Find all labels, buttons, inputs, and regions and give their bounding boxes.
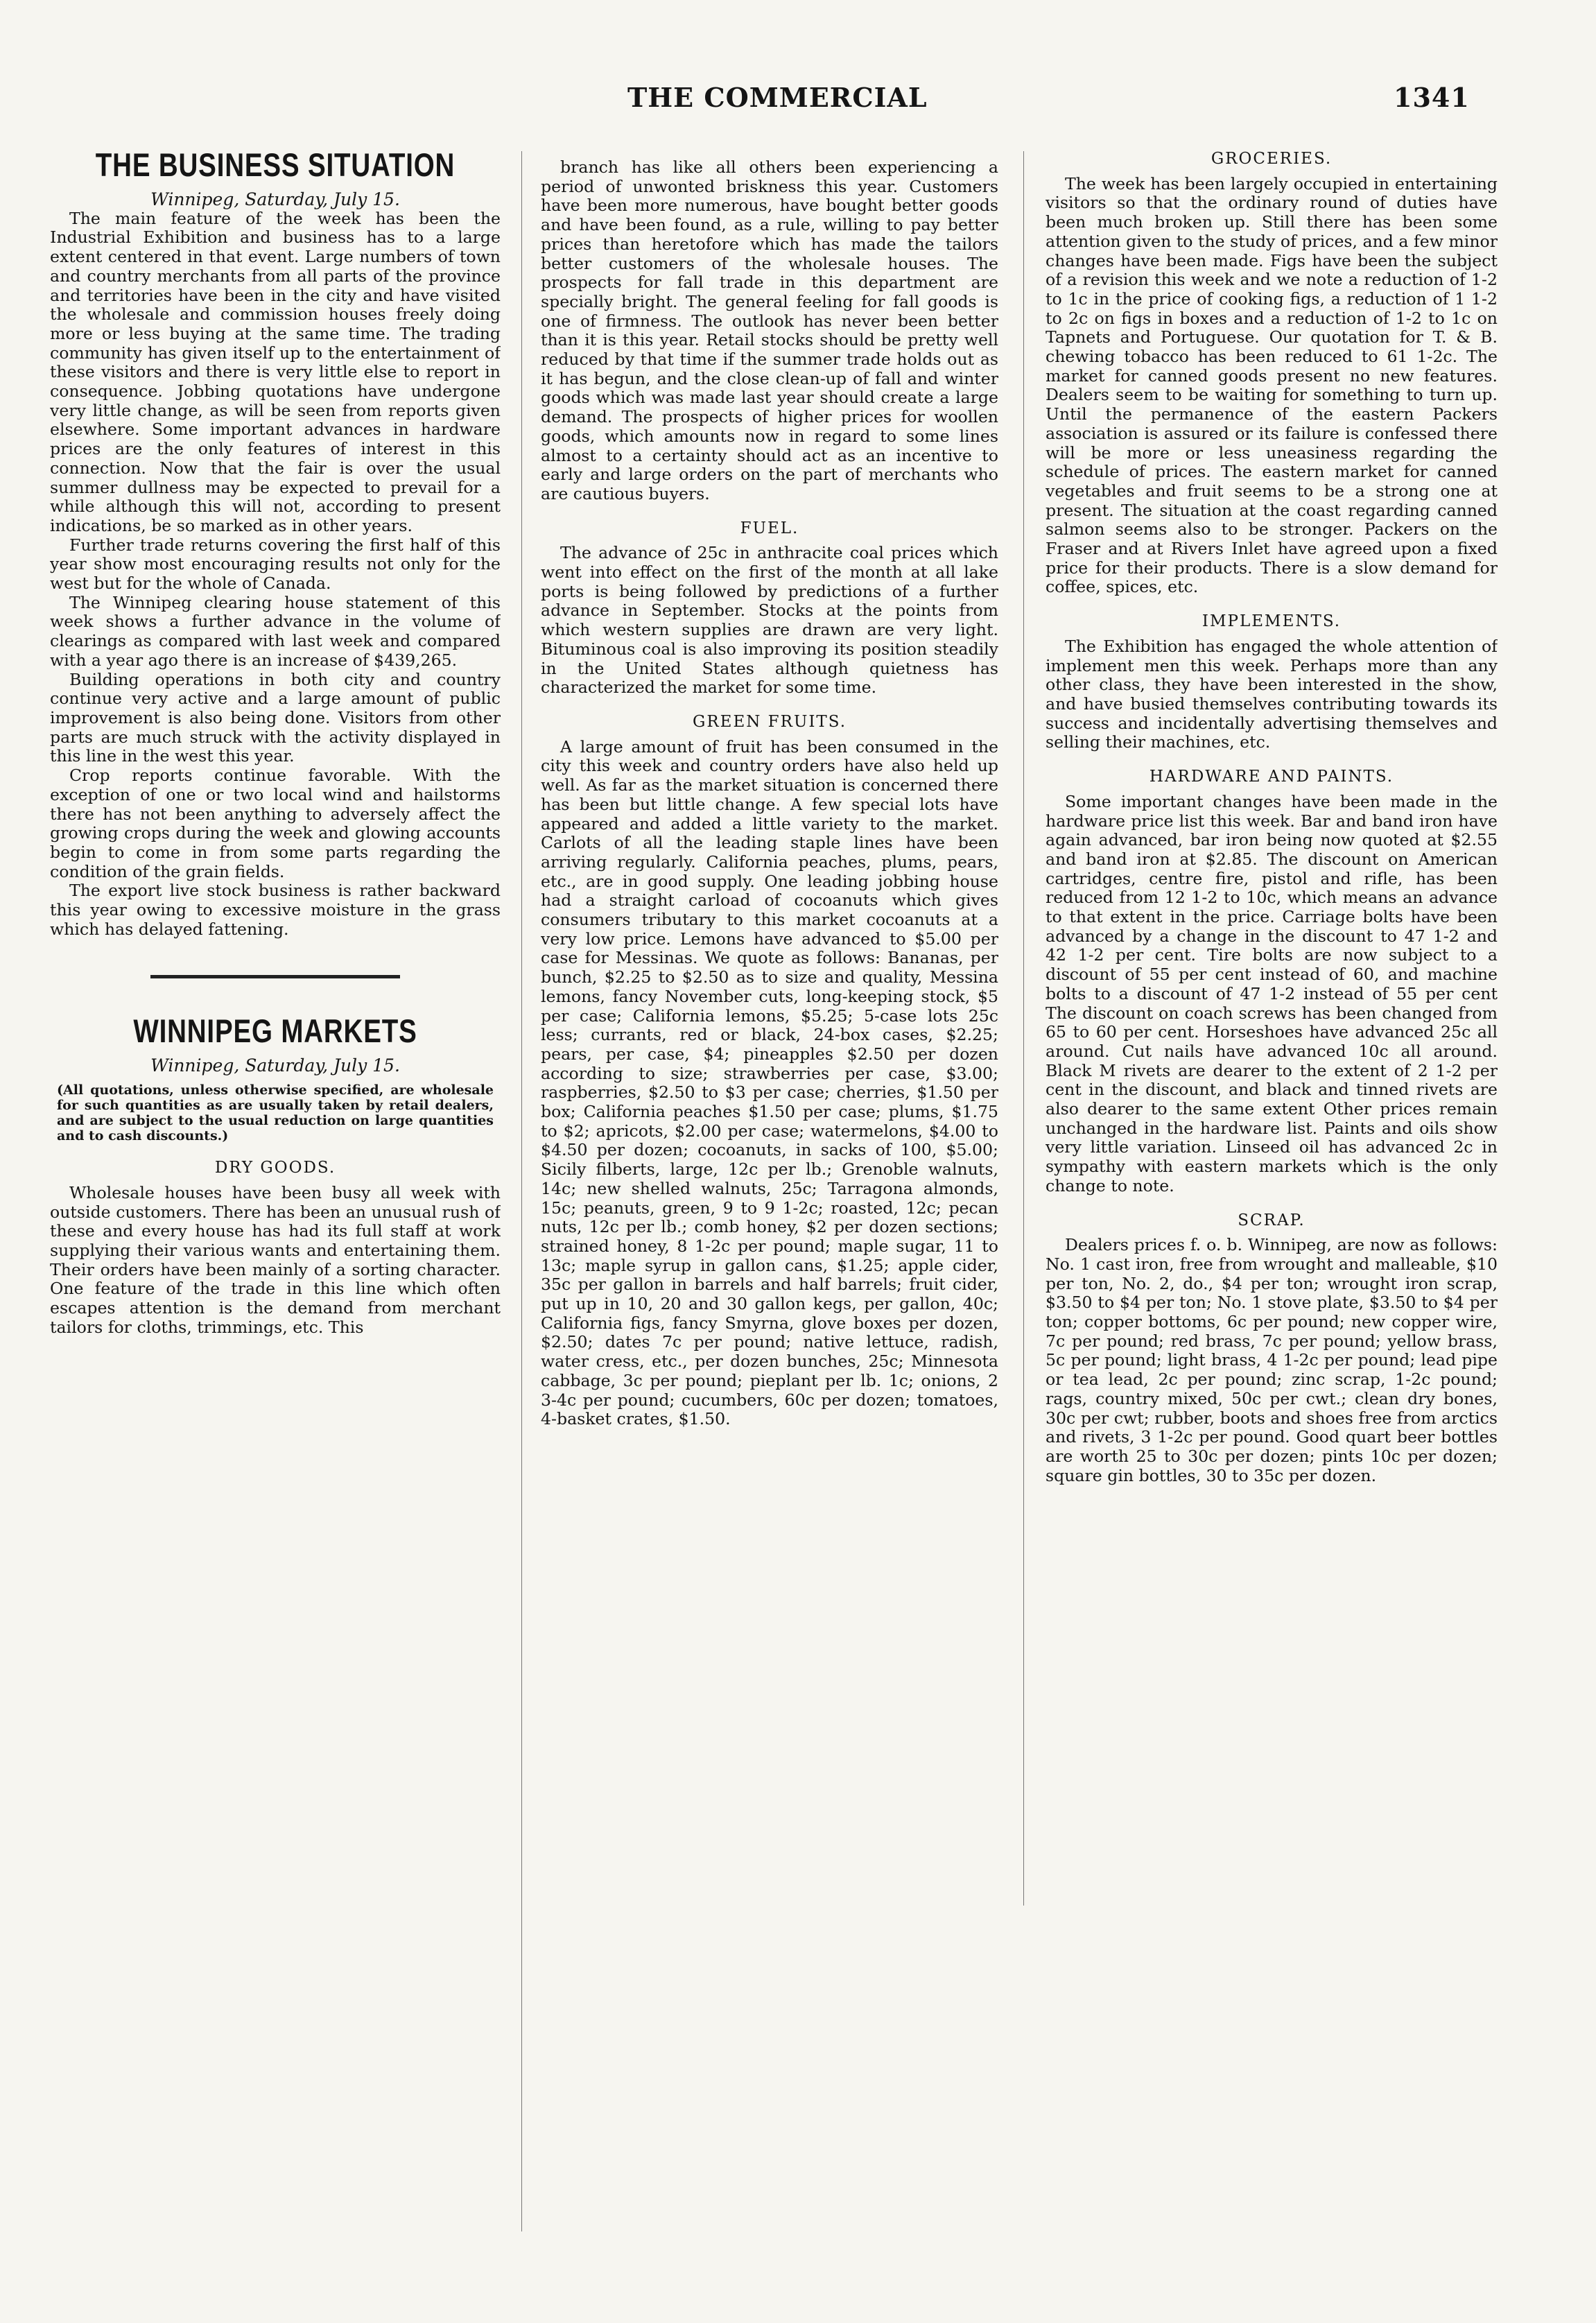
dry-goods-text: Wholesale houses have been busy all week with outside customers. There has been an unusual rush of these and every house has had its full staff at work supplying their various wants and entertaining them. Their orders have been mainly of a sorting character. One feature of the trade in this line which often escapes attention is the demand from merchant tailors for cloths, trimmings, etc. This [50, 1182, 501, 1337]
column-3 [1046, 150, 1498, 2272]
groceries-heading: GROCERIES. [1211, 150, 1333, 168]
column-divider [1023, 151, 1024, 1906]
hardware-heading: HARDWARE AND PAINTS. [1149, 768, 1394, 786]
column-2 [541, 158, 998, 2280]
business-paragraph: The main feature of the week has been the Industrial Exhibition and business has to a large extent centered in that event. Large numbers of town and country merchants from all parts of the province and territories have been in the city and have visited the wholesale and commission houses freely doing more or less buying at the same time. The trading community has given itself up to the entertainment of these visitors and there is very little else to report in consequence. Jobbing quotations have undergone very little change, as will be seen from reports given elsewhere. Some important advances in hardware prices are the only features of interest in this connection. Now that the fair is over the usual summer dullness may be expected to prevail for a while although this will not, according to present indications, be so marked as in other years. [50, 208, 501, 535]
quotations-note: (All quotations, unless otherwise specified, are wholesale for such quantities as are usually taken by retail dealers, and are subject to the usual reduction on large quantities and to cash discounts.) [57, 1082, 494, 1144]
section-rule [150, 975, 400, 978]
business-situation-heading: THE BUSINESS SITUATION [95, 146, 456, 183]
fuel-heading: FUEL. [740, 519, 799, 537]
business-paragraph: Further trade returns covering the first half of this year show most encouraging results not only for the west but for the whole of Canada. [50, 535, 501, 594]
winnipeg-markets-dateline: Winnipeg, Saturday, July 15. [150, 1055, 400, 1076]
business-situation-dateline: Winnipeg, Saturday, July 15. [150, 189, 400, 209]
winnipeg-markets-heading: WINNIPEG MARKETS [133, 1012, 417, 1050]
business-paragraph: The export live stock business is rather backward this year owing to excessive moisture in the grass which has delayed fattening. [50, 881, 501, 939]
scrap-text: Dealers prices f. o. b. Winnipeg, are now as follows: No. 1 cast iron, free from wrought and malleable, $10 per ton, No. 2, do., $4 per ton; wrought iron scrap, $3.50 to $4 per ton; No. 1 stove plate, $3.50 to $4 per ton; copper bottoms, 6c per pound; new copper wire, 7c per pound; red brass, 7c per pound; yellow brass, 5c per pound; light brass, 4 1-2c per pound; lead pipe or tea lead, 2c per pound; zinc scrap, 1-2c pound; rags, country mixed, 50c per cwt.; clean dry bones, 30c per cwt; rubber, boots and shoes free from arctics and rivets, 3 1-2c per pound. Good quart beer bottles are worth 25 to 30c per dozen; pints 10c per dozen; square gin bottles, 30 to 35c per dozen. [1046, 1235, 1498, 1485]
column-divider [521, 151, 522, 2231]
implements-text: The Exhibition has engaged the whole attention of implement men this week. Perhaps more than any other class, they have been interested in the show, and have busied themselves contributing towards its success and incidentally advertising themselves and selling their machines, etc. [1046, 636, 1498, 752]
fuel-text: The advance of 25c in anthracite coal prices which went into effect on the first of the month at all lake ports is being followed by predictions of a further advance in September. Stocks at the points from which western supplies are drawn are very light. Bituminous coal is also improving its position steadily in the United States although quietness has characterized the market for some time. [541, 543, 998, 698]
business-paragraph: Crop reports continue favorable. With the exception of one or two local wind and hailstorms there has not been anything to adversely affect the growing crops during the week and glowing accounts begin to come in from some parts regarding the condition of the grain fields. [50, 766, 501, 881]
dry-goods-heading: DRY GOODS. [214, 1159, 336, 1177]
green-fruits-text: A large amount of fruit has been consumed in the city this week and country orders have also held up well. As far as the market situation is concerned there has been but little change. A few special lots have appeared and added a little variety to the market. Carlots of all the leading staple lines have been arriving regularly. California peaches, plums, pears, etc., are in good supply. One leading jobbing house had a straight carload of cocoanuts which gives consumers tributary to this market cocoanuts at a very low price. Lemons have advanced to $5.00 per case for Messinas. We quote as follows: Bananas, per bunch, $2.25 to $2.50 as to size and quality, Messina lemons, fancy November cuts, long-keeping stock, $5 per case; California lemons, $5.25; 5-case lots 25c less; currants, red or black, 24-box cases, $2.25; pears, per case, $4; pineapples $2.50 per dozen according to size; strawberries per case, $3.00; raspberries, $2.50 to $3 per case; cherries, $1.50 per box; California peaches $1.50 per case; plums, $1.75 to $2; apricots, $2.00 per case; watermelons, $4.00 to $4.50 per dozen; cocoanuts, in sacks of 100, $5.00; Sicily filberts, large, 12c per lb.; Grenoble walnuts, 14c; new shelled walnuts, 25c; Tarragona almonds, 15c; peanuts, green, 9 to 9 1-2c; roasted, 12c; pecan nuts, 12c per lb.; comb honey, $2 per dozen sections; strained honey, 8 1-2c per pound; maple sugar, 11 to 13c; maple syrup in gallon cans, $1.25; apple cider, 35c per gallon in barrels and half barrels; fruit cider, put up in 10, 20 and 30 gallon kegs, per gallon, 40c; California figs, fancy Smyrna, glove boxes per dozen, $2.50; dates 7c per pound; native lettuce, radish, water cress, etc., per dozen bunches, 25c; Minnesota cabbage, 3c per pound; pieplant per lb. 1c; onions, 2 3-4c per pound; cucumbers, 60c per dozen; tomatoes, 4-basket crates, $1.50. [541, 736, 998, 1429]
green-fruits-heading: GREEN FRUITS. [692, 712, 847, 731]
business-paragraph: Building operations in both city and country continue very active and a large amount of public improvement is also being done. Visitors from other parts are much struck with the activity displayed in this line in the west this year. [50, 669, 501, 766]
column-1 [50, 139, 501, 2261]
hardware-text: Some important changes have been made in the hardware price list this week. Bar and band iron have again advanced, bar iron being now quoted at $2.55 and band iron at $2.85. The discount on American cartridges, centre fire, pistol and rifle, has been reduced from 12 1-2 to 10c, which means an advance to that extent in the price. Carriage bolts have been advanced by a change in the discount to 47 1-2 and 42 1-2 per cent. Tire bolts are now subject to a discount of 55 per cent instead of 60, and machine bolts to a discount of 47 1-2 instead of 55 per cent The discount on coach screws has been changed from 65 to 60 per cent. Horseshoes have advanced 25c all around. Cut nails have advanced 10c all around. Black M rivets are dearer to the extent of 2 1-2 per cent in the discount, and black and tinned rivets are also dearer to the same extent Other prices remain unchanged in the hardware list. Paints and oils show very little variation. Linseed oil has advanced 2c in sympathy with eastern markets which is the only change to note. [1046, 791, 1498, 1195]
implements-heading: IMPLEMENTS. [1202, 612, 1342, 631]
scrap-heading: SCRAP. [1238, 1211, 1306, 1229]
journal-title: THE COMMERCIAL [627, 82, 928, 113]
groceries-text: The week has been largely occupied in entertaining visitors so that the ordinary round of duties have been much broken up. Still there has been some attention given to the study of prices, and a few minor changes have been made. Figs have been the subject of a revision this week and we note a reduction of 1-2 to 1c in the price of cooking figs, a reduction of 1 1-2 to 2c on figs in boxes and a reduction of 1-2 to 1c on Tapnets and Portuguese. Our quotation for T. & B. chewing tobacco has been reduced to 61 1-2c. The market for canned goods present no new features. Dealers seem to be waiting for something to turn up. Until the permanence of the eastern Packers association is assured or its failure is confessed there will be more or less uneasiness regarding the schedule of prices. The eastern market for canned vegetables and fruit seems to be a strong one at present. The situation at the coast regarding canned salmon seems also to be stronger. Packers on the Fraser and at Rivers Inlet have agreed upon a fixed price for their products. There is a slow demand for coffee, spices, etc. [1046, 173, 1498, 597]
business-paragraph: The Winnipeg clearing house statement of this week shows a further advance in the volume of clearings as compared with last week and compared with a year ago there is an increase of $439,265. [50, 592, 501, 670]
page-number: 1341 [1394, 82, 1470, 113]
dry-goods-continued: branch has like all others been experiencing a period of unwonted briskness this year. Customers have been more numerous, have bought better goods and have been found, as a rule, willing to pay better prices than heretofore which has made the tailors better customers of the wholesale houses. The prospects for fall trade in this department are specially bright. The general feeling for fall goods is one of firmness. The outlook has never been better than it is this year. Retail stocks should be pretty well reduced by that time if the summer trade holds out as it has begun, and the close clean-up of fall and winter goods which was made last year should create a large demand. The prospects of higher prices for woollen goods, which amounts now in regard to some lines almost to a certainty should act as an incentive to early and large orders on the part of merchants who are cautious buyers. [541, 158, 998, 503]
